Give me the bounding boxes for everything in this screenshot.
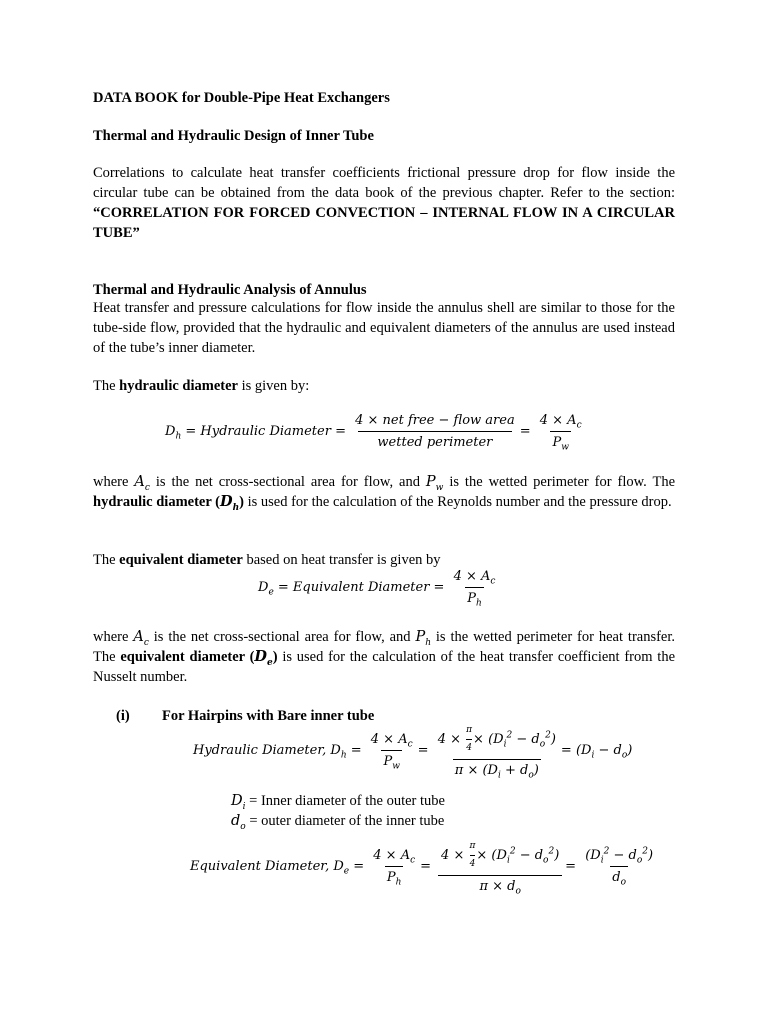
hairpin-hydraulic-equation: Hydraulic Diameter, $D_h$ = $\frac{4 \times A_c}{P_w}$ = 4 × $\frac{\pi}{4}$ × $(D_i^2 - d_o^2)$ $\pi \times (D_i + d_o)$ = $(D_i - d_o)$ [193,725,633,781]
equivalent-where-paragraph: where $A_c$ is the net cross-sectional area for flow, and $P_h$ is the wetted perimeter for heat transfer. The equivalent diameter $(D_e)$ is used for the calculation of the heat transfer coefficient from the Nusselt number. [93,629,676,685]
hydraulic-intro-bold: hydraulic diameter [119,378,238,394]
equivalent-intro: The equivalent diameter based on heat transfer is given by [93,552,441,568]
eq-dh-lhs: $D_h$ = Hydraulic Diameter = [165,424,351,442]
section-heading-inner-tube: Thermal and Hydraulic Design of Inner Tube [93,128,374,144]
hydraulic-intro-post: is given by: [237,378,310,394]
document-title: DATA BOOK for Double-Pipe Heat Exchangers [93,90,390,106]
eq-dh-denominator: wetted perimeter [358,431,512,451]
case-i-label: (i) [116,708,130,724]
case-i-heading: For Hairpins with Bare inner tube [162,708,375,724]
paragraph-inner-tube-text: Correlations to calculate heat transfer coefficients frictional pressure drop for flow inside the circular tube can be obtained from the data book of the previous chapter. Refer to the section: [93,165,675,201]
section-reference-quote: “CORRELATION FOR FORCED CONVECTION – INTERNAL FLOW IN A CIRCULAR TUBE” [93,205,675,241]
hydraulic-intro [93,376,675,396]
paragraph-inner-tube [93,163,675,243]
definition-do: $d_o$ = outer diameter of the inner tube [231,813,445,832]
paragraph-annulus: Heat transfer and pressure calculations for flow inside the annulus shell are similar to those for the tube-side flow, provided that the hydraulic and equivalent diameters of the annulus are used instead of the tube’s inner diameter. [93,300,675,356]
hydraulic-where-paragraph: where $A_c$ is the net cross-sectional area for flow, and $P_w$ is the wetted perimeter for flow. The hydraulic diameter $(D_h)$ is used for the calculation of the Reynolds number and the pressure drop. [93,474,675,513]
hydraulic-diameter-equation: $D_h$ = Hydraulic Diameter = $\frac{\text{4 × net free − flow area}}{\text{wetted perimeter}}$ = $\frac{4 \times A_c}{P_w}$ [165,413,582,453]
hairpin-equivalent-equation: Equivalent Diameter, $D_e$ = $\frac{4 \times A_c}{P_h}$ = 4 × $\frac{\pi}{4}$ × $(D_i^2 - d_o^2)$ $\pi \times d_o$ = $\frac{(D_i^2 - d_o^2)}{d_o}$ [190,841,654,897]
equivalent-diameter-equation: $D_e$ = Equivalent Diameter = $\frac{4 \times A_c}{P_h}$ [258,569,496,609]
eq-dh-fraction-2 [538,412,584,451]
section-heading-annulus: Thermal and Hydraulic Analysis of Annulus [93,282,367,298]
definition-di: $D_i$ = Inner diameter of the outer tube [231,793,445,812]
eq-de-fraction: $\frac{4 \times A_c}{P_h}$ [453,569,496,609]
hydraulic-intro-pre: The [93,378,120,394]
eq-dh-denominator-2: $P_w$ [550,431,570,451]
eq-dh-numerator-2: $4 \times A_c$ [539,413,582,431]
eq-dh-numerator: 4 × net free − flow area [355,413,515,428]
eq-dh-fraction-1 [353,412,517,451]
